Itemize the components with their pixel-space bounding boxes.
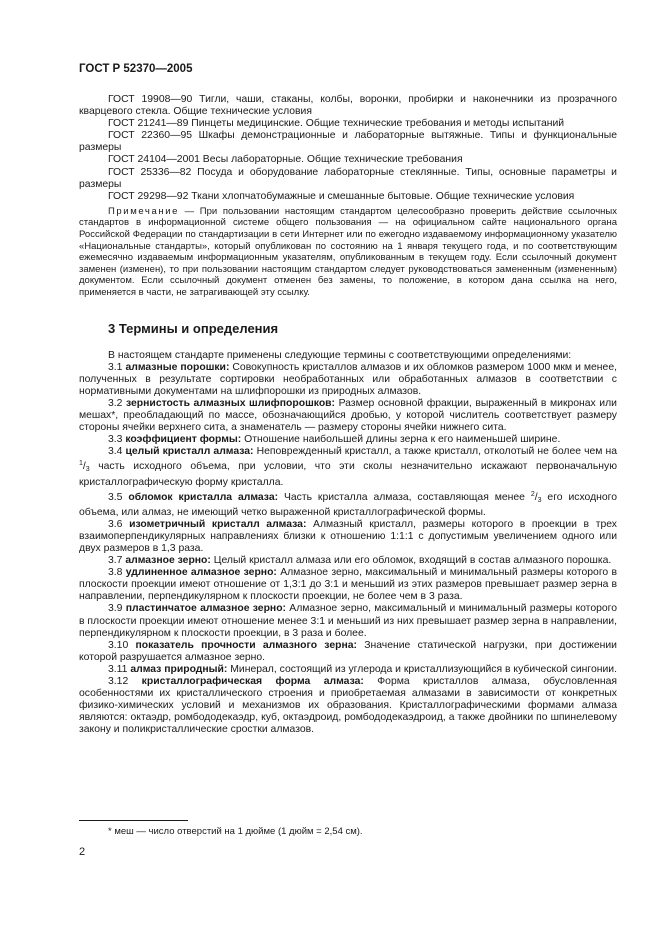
term-number: 3.7 (108, 555, 126, 567)
fraction-numerator: 1 (79, 460, 83, 468)
term-definition: Алмазный кристалл, размеры которого в проекции в трех взаимоперпендикулярных направлениях близки к отношению 1:1:1 с допустимым увеличением одного или двух размеров в 1,3 раза. (79, 518, 617, 554)
term-definition: Алмазное зерно, максимальный и минимальный размеры которого в плоскости проекции имеют отношение от 1,3:1 до 3:1 и меньший из этих размеров превышает размер зерна в направлении, перпендикулярном к плоскости проекции, не более чем в 3 раза. (79, 567, 617, 603)
ref-item: ГОСТ 29298—92 Ткани хлопчатобумажные и смешанные бытовые. Общие технические условия (108, 190, 575, 202)
ref-item: ГОСТ 25336—82 Посуда и оборудование лабораторные стеклянные. Типы, основные параметры и размеры (79, 166, 617, 190)
fraction-denominator: 3 (537, 496, 542, 504)
term-name: показатель прочности алмазного зерна: (135, 639, 357, 651)
term-entry (79, 603, 617, 639)
term-number: 3.5 (108, 491, 129, 503)
term-name: обломок кристалла алмаза: (128, 491, 279, 503)
term-entry (79, 519, 617, 555)
term-number: 3.2 (108, 397, 126, 409)
note-text: — При пользовании настоящим стандартом целесообразно проверить действие ссылочных стандартов в информационной системе общего пользования — на официальном сайте национального органа Российской Федерации по стандартизации в сети Интернет или по ежегодно издаваемому информационному указателю «Национальные стандарты», который опубликован по состоянию на 1 января текущего года, и по соответствующим ежемесячно издаваемым информационным указателям, опубликованным в текущем году. Если ссылочный документ заменен (изменен), то при пользовании настоящим стандартом следует руководствоваться замененным (измененным) документом. Если ссылочный документ отменен без замены, то положение, в котором дана ссылка на него, применяется в части, не затрагивающей эту ссылку. (79, 205, 617, 298)
term-number: 3.1 (108, 361, 126, 373)
term-definition: Значение статической нагрузки, при достижении которой разрушается алмазное зерно. (79, 639, 617, 663)
term-definition: Форма кристаллов алмаза, обусловленная особенностями их кристаллического строения и приобретаемая алмазами в зависимости от конкретных физико-химических условий и механизмов их образования. Кристаллографическими формами алмаза являются: октаэдр, ромбододекаэдр, куб, октаэдроид, ромбододекаэдроид, а также двойники по шпинелевому закону и поликристаллические сростки алмазов. (79, 676, 617, 736)
fraction-numerator: 2 (530, 490, 535, 498)
term-name: кристаллографическая форма алмаза: (141, 676, 364, 688)
note (79, 206, 617, 299)
term-definition: Часть кристалла алмаза, составляющая менее (278, 491, 531, 503)
term-name: удлиненное алмазное зерно: (125, 567, 277, 579)
ref-item: ГОСТ 19908—90 Тигли, чаши, стаканы, колбы, воронки, пробирки и наконечники из прозрачного кварцевого стекла. Общие технические условия (79, 94, 617, 118)
section-heading: 3 Термины и определения (108, 320, 279, 336)
term-entry (79, 434, 617, 446)
term-number: 3.10 (108, 639, 136, 651)
ref-item: ГОСТ 24104—2001 Весы лабораторные. Общие технические требования (108, 154, 463, 166)
main-text (79, 94, 617, 737)
term-name: пластинчатое алмазное зерно: (125, 603, 286, 615)
section-intro: В настоящем стандарте применены следующие термины с соответствующими определениями: (108, 349, 572, 361)
footnote: * меш — число отверстий на 1 дюйме (1 дюйм = 2,54 см). (108, 826, 363, 837)
term-number: 3.11 (108, 663, 131, 675)
term-name: алмазное зерно: (125, 555, 211, 567)
footnote-divider (79, 820, 188, 821)
term-number: 3.8 (108, 567, 126, 579)
term-name: коэффициент формы: (125, 434, 242, 446)
term-number: 3.4 (108, 446, 126, 458)
term-definition: Совокупность кристаллов алмазов и их обломков размером 1000 мкм и менее, полученных в результате сортировки необработанных или обработанных алмазов в соответствии с нормативными документами на шлифпорошки из природных алмазов. (79, 361, 617, 397)
term-number: 3.12 (108, 676, 142, 688)
fraction: $^2/_3$ (530, 490, 542, 504)
fraction-denominator: 3 (85, 466, 90, 474)
page-number: 2 (79, 846, 86, 858)
term-name: целый кристалл алмаза: (125, 446, 254, 458)
term-number: 3.3 (108, 434, 126, 446)
term-name: изометричный кристалл алмаза: (129, 518, 307, 530)
term-name: зернистость алмазных шлифпорошков: (126, 397, 336, 409)
term-name: алмазные порошки: (125, 361, 230, 373)
term-entry (79, 398, 617, 434)
term-definition: Неповрежденный кристалл, а также кристалл, отколотый не более чем на (253, 446, 617, 458)
term-definition: Минерал, состоящий из углерода и кристаллизующийся в кубической сингонии. (227, 663, 617, 675)
term-entry (79, 555, 617, 567)
term-entry (79, 664, 617, 676)
term-definition: Алмазное зерно, максимальный и минимальный размеры которого в плоскости проекции имеют отношение менее 3:1 и меньший из них превышает размер зерна в направлении, перпендикулярном к плоскости проекции, в 3 раза и более. (79, 603, 617, 639)
document-header: ГОСТ Р 52370—2005 (79, 63, 193, 75)
term-definition-cont: часть исходного объема, при условии, что эти сколы незначительно искажают первоначальную кристаллографическую форму кристалла. (79, 461, 617, 488)
term-entry (79, 446, 617, 488)
ref-item: ГОСТ 21241—89 Пинцеты медицинские. Общие технические требования и методы испытаний (108, 118, 565, 130)
term-entry (79, 362, 617, 398)
term-definition: Размер основной фракции, выраженный в микронах или мешах*, преобладающий по массе, обозначающийся дробью, у которой числитель соответствует размеру стороны ячейки верхнего сита, а знаменатель — размеру стороны ячейки нижнего сита. (79, 397, 617, 434)
fraction: $^1/_3$ (79, 460, 90, 474)
term-name: алмаз природный: (130, 663, 228, 675)
term-entry (79, 640, 617, 664)
term-definition: Целый кристалл алмаза или его обломок, входящий в состав алмазного порошка. (210, 555, 612, 567)
term-entry (79, 489, 617, 519)
ref-item: ГОСТ 22360—95 Шкафы демонстрационные и лабораторные вытяжные. Типы и функциональные размеры (79, 130, 617, 154)
term-definition-cont: его исходного объема, или алмаз, не имеющий четко выраженной кристаллографической формы. (79, 491, 617, 518)
term-entry (79, 676, 617, 736)
term-number: 3.6 (108, 518, 130, 530)
note-label: Примечание (108, 205, 179, 217)
term-entry (79, 567, 617, 603)
term-definition: Отношение наибольшей длины зерна к его наименьшей ширине. (241, 434, 561, 446)
term-number: 3.9 (108, 603, 126, 615)
